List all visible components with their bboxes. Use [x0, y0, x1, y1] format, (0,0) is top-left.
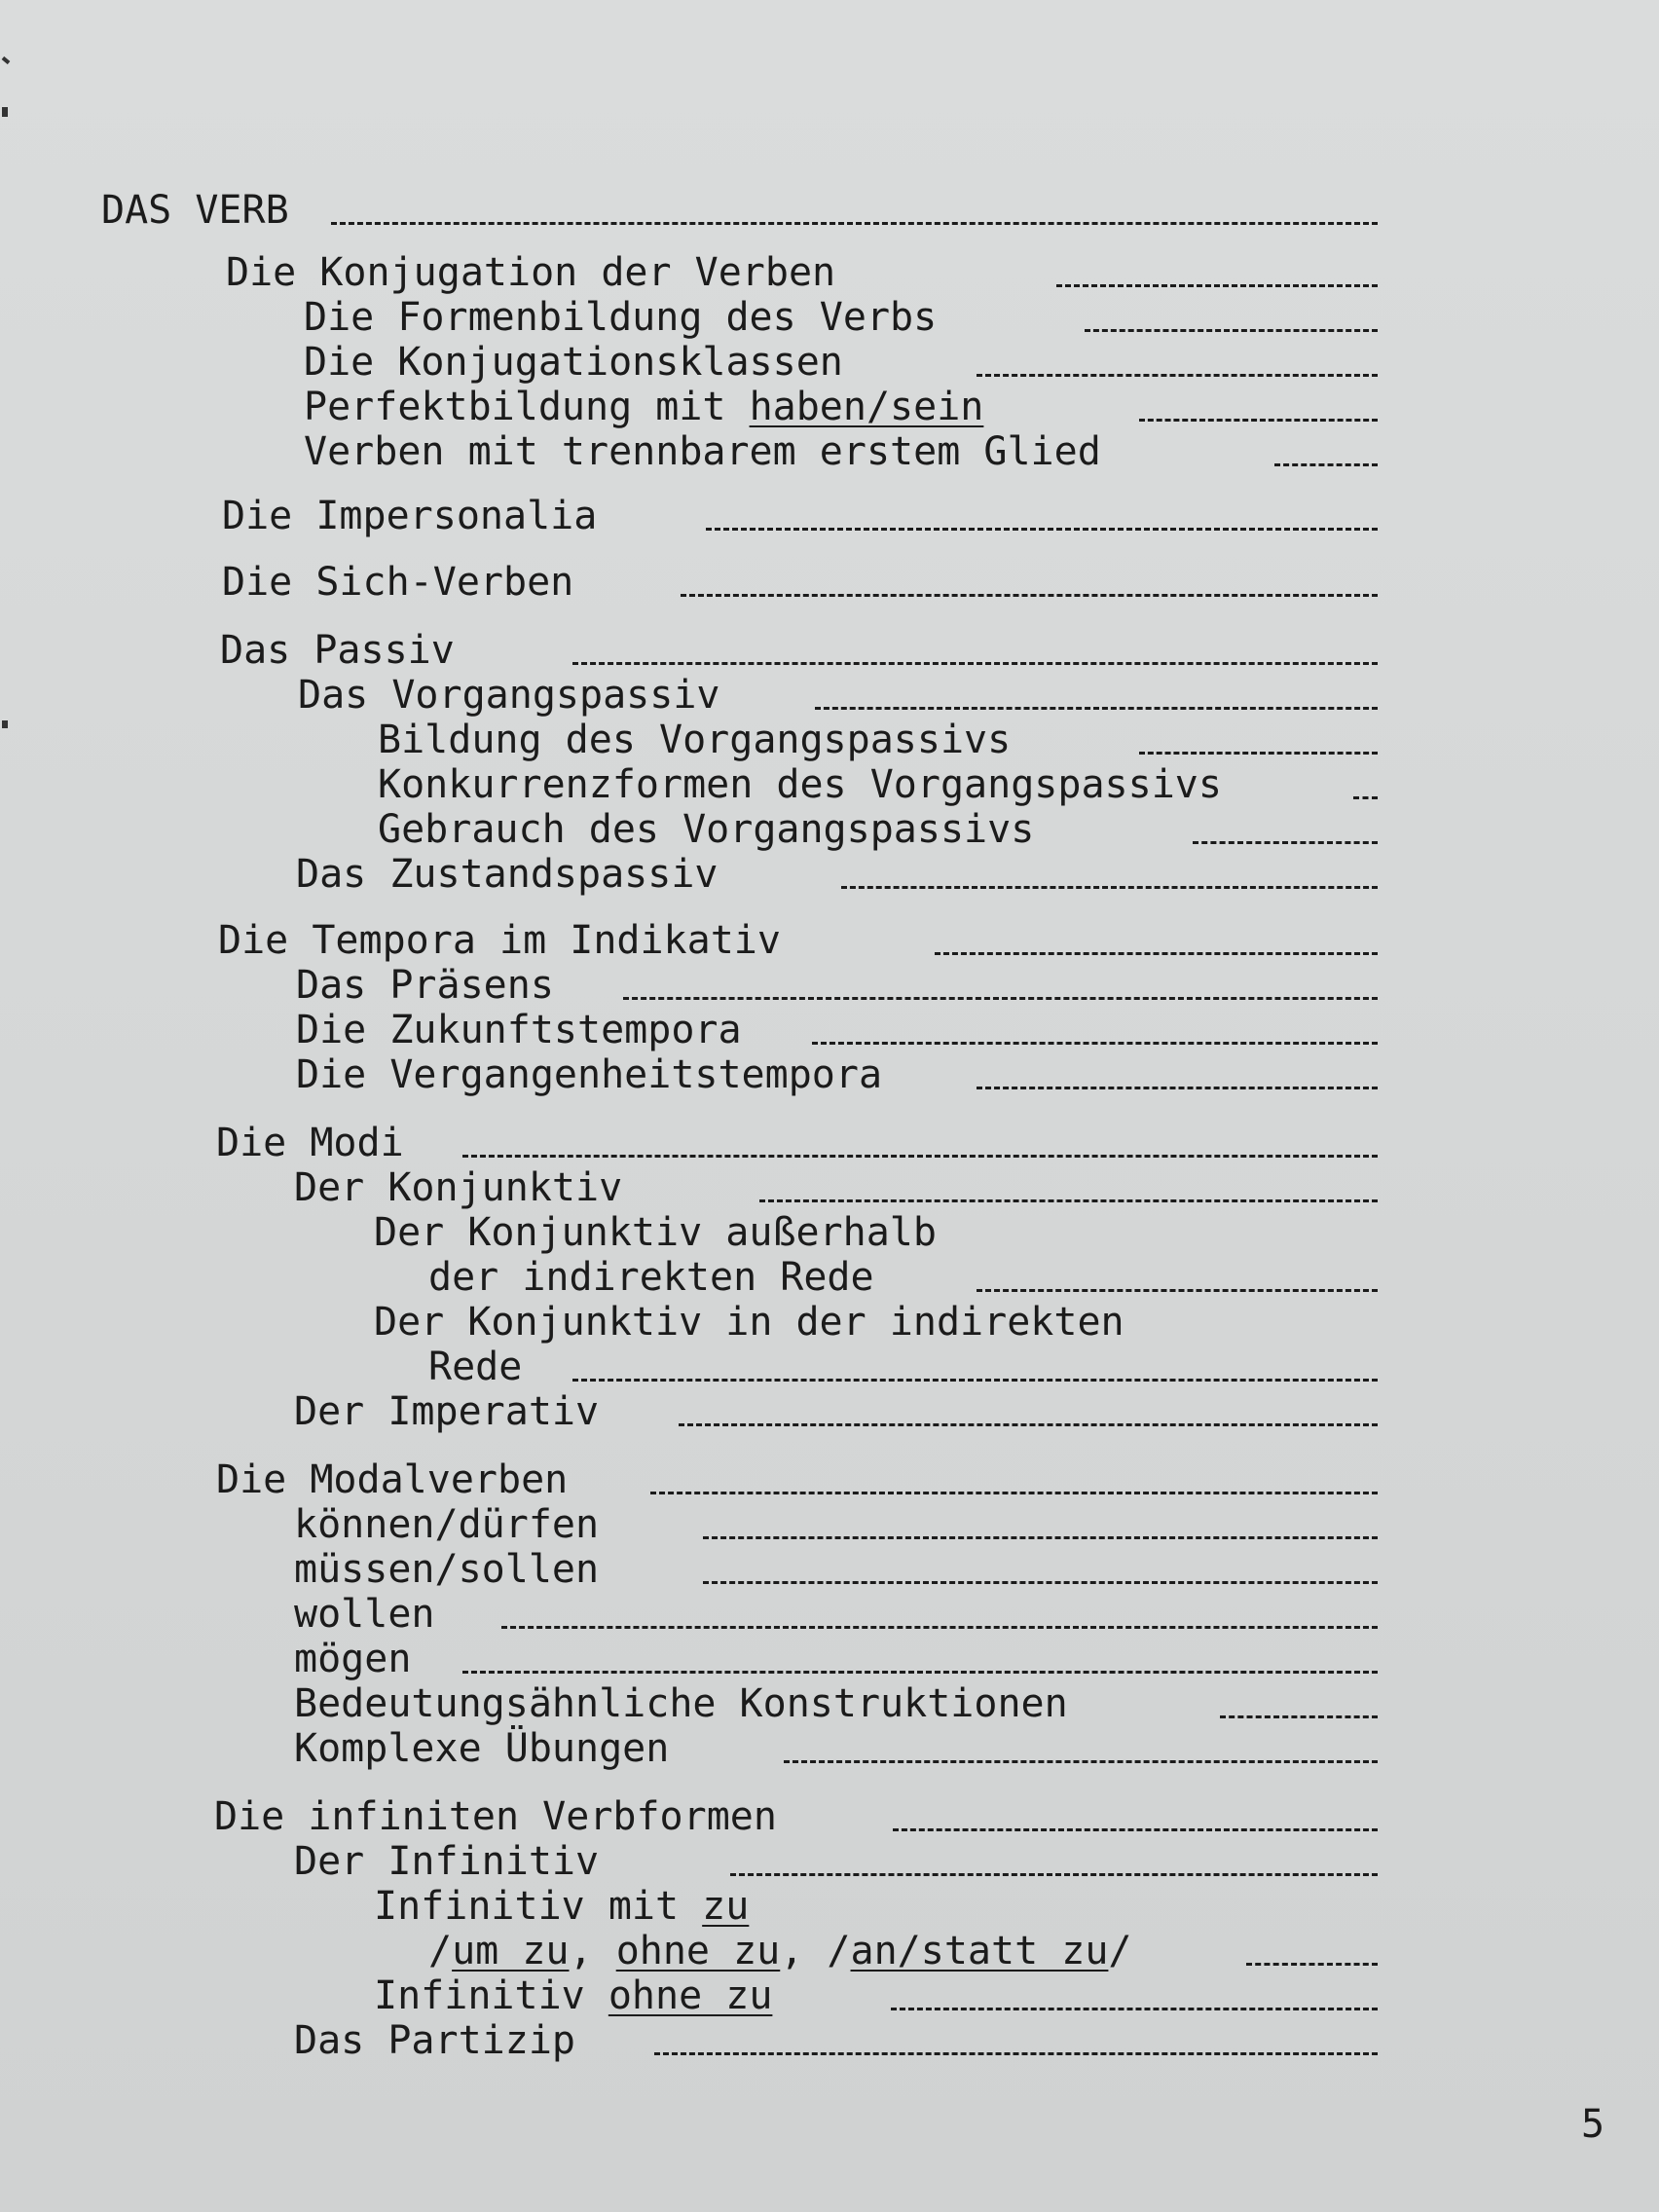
toc-leader — [812, 1042, 1378, 1045]
toc-entry-title: Der Konjunktiv — [294, 1165, 623, 1210]
toc-entry-title — [374, 1972, 772, 2019]
toc-leader — [977, 1087, 1378, 1089]
toc-entry-title: Die infiniten Verbformen — [214, 1794, 777, 1839]
toc-entry-title: Bildung des Vorgangspassivs — [378, 718, 1012, 762]
toc-leader — [462, 1155, 1378, 1158]
toc-leader — [977, 374, 1378, 377]
toc-entry-title: Das Präsens — [296, 963, 554, 1008]
toc-leader — [1085, 329, 1378, 332]
toc-entry-title: Der Infinitiv — [294, 1839, 600, 1884]
toc-leader — [1220, 1715, 1378, 1718]
toc-entry-title-text: , — [569, 1929, 616, 1973]
toc-leader — [759, 1199, 1378, 1202]
toc-entry-title — [304, 384, 983, 430]
toc-leader — [891, 2008, 1378, 2010]
toc-entry-title-text: Infinitiv — [374, 1973, 608, 2018]
toc-entry-title: können/dürfen — [294, 1502, 600, 1547]
toc-entry-title — [374, 1883, 749, 1930]
toc-entry-title: müssen/sollen — [294, 1547, 600, 1592]
toc-leader — [623, 997, 1378, 1000]
toc-entry-title: Gebrauch des Vorgangspassivs — [378, 807, 1035, 852]
toc-entry-title-underlined: ohne zu — [615, 1929, 781, 1973]
toc-leader — [681, 594, 1378, 597]
toc-entry-title-text: / — [1108, 1929, 1132, 1973]
toc-leader — [679, 1423, 1378, 1426]
toc-entry-title: Das Zustandspassiv — [296, 852, 719, 897]
toc-entry-title-underlined: um zu — [452, 1929, 570, 1973]
toc-leader — [841, 886, 1378, 889]
toc-leader — [1274, 463, 1378, 466]
toc-entry-title-underlined: ohne zu — [608, 1973, 773, 2018]
toc-entry-title-text: / — [428, 1929, 453, 1973]
toc-entry-title: Die Sich-Verben — [222, 560, 574, 605]
page-number: 5 — [1581, 2102, 1605, 2147]
toc-leader — [977, 1289, 1378, 1292]
toc-leader — [815, 707, 1378, 710]
toc-entry-title: Komplexe Übungen — [294, 1726, 670, 1771]
toc-entry-title: Die Konjugationsklassen — [304, 340, 843, 385]
toc-entry-title-text: , / — [780, 1929, 851, 1973]
toc-leader — [893, 1828, 1378, 1831]
toc-leader — [706, 528, 1378, 531]
toc-leader — [1193, 841, 1378, 844]
toc-leader — [784, 1760, 1378, 1763]
toc-entry-title: Der Konjunktiv außerhalb — [374, 1210, 937, 1255]
toc-leader — [654, 2052, 1378, 2055]
scan-mark — [2, 720, 8, 728]
toc-leader — [331, 222, 1378, 225]
toc-entry-title: Die Impersonalia — [222, 494, 598, 538]
toc-entry-title-underlined: an/statt zu — [850, 1929, 1109, 1973]
toc-leader — [1139, 419, 1378, 422]
toc-entry-title: Die Modalverben — [216, 1457, 569, 1502]
toc-leader — [1139, 752, 1378, 755]
toc-leader — [572, 1379, 1378, 1382]
toc-entry-title: Der Konjunktiv in der indirekten — [374, 1300, 1124, 1345]
toc-leader — [501, 1626, 1378, 1629]
toc-leader — [1246, 1963, 1378, 1966]
toc-entry-title-text: Infinitiv mit — [374, 1884, 703, 1929]
toc-entry-title: mögen — [294, 1637, 412, 1681]
toc-entry-title-cont: Rede — [428, 1345, 523, 1389]
toc-entry-title: Die Zukunftstempora — [296, 1008, 742, 1052]
toc-leader — [1353, 796, 1378, 799]
toc-leader — [935, 952, 1378, 955]
toc-entry-title: Das Passiv — [220, 628, 455, 673]
toc-entry-title-text: Perfektbildung mit — [304, 385, 750, 429]
toc-entry-title: Die Tempora im Indikativ — [218, 918, 781, 963]
toc-entry-title-cont: der indirekten Rede — [428, 1255, 874, 1300]
toc-entry-title: Das Partizip — [294, 2018, 575, 2063]
toc-entry-title: Der Imperativ — [294, 1389, 600, 1434]
toc-leader — [1056, 284, 1378, 287]
toc-entry-title: Verben mit trennbarem erstem Glied — [304, 429, 1101, 474]
toc-entry-title: Das Vorgangspassiv — [298, 673, 720, 718]
toc-entry-title: wollen — [294, 1592, 435, 1637]
toc-entry-title-underlined: haben/sein — [749, 385, 984, 429]
toc-entry-title: Die Formenbildung des Verbs — [304, 295, 938, 340]
toc-entry-title: Konkurrenzformen des Vorgangspassivs — [378, 762, 1222, 807]
scan-mark — [2, 56, 11, 64]
toc-leader — [650, 1492, 1378, 1494]
toc-leader — [703, 1581, 1378, 1584]
toc-entry-title: Die Vergangenheitstempora — [296, 1052, 883, 1097]
toc-leader — [572, 662, 1378, 665]
scan-mark — [2, 107, 8, 117]
toc-entry-title: Bedeutungsähnliche Konstruktionen — [294, 1681, 1068, 1726]
toc-leader — [462, 1671, 1378, 1674]
toc-entry-title: Die Modi — [216, 1121, 404, 1165]
toc-leader — [703, 1536, 1378, 1539]
toc-entry-title-underlined: zu — [702, 1884, 750, 1929]
toc-leader — [730, 1873, 1378, 1876]
toc-entry-title: DAS VERB — [101, 188, 289, 233]
toc-entry-title: Die Konjugation der Verben — [226, 250, 836, 295]
toc-entry-title-cont — [428, 1928, 1132, 1974]
